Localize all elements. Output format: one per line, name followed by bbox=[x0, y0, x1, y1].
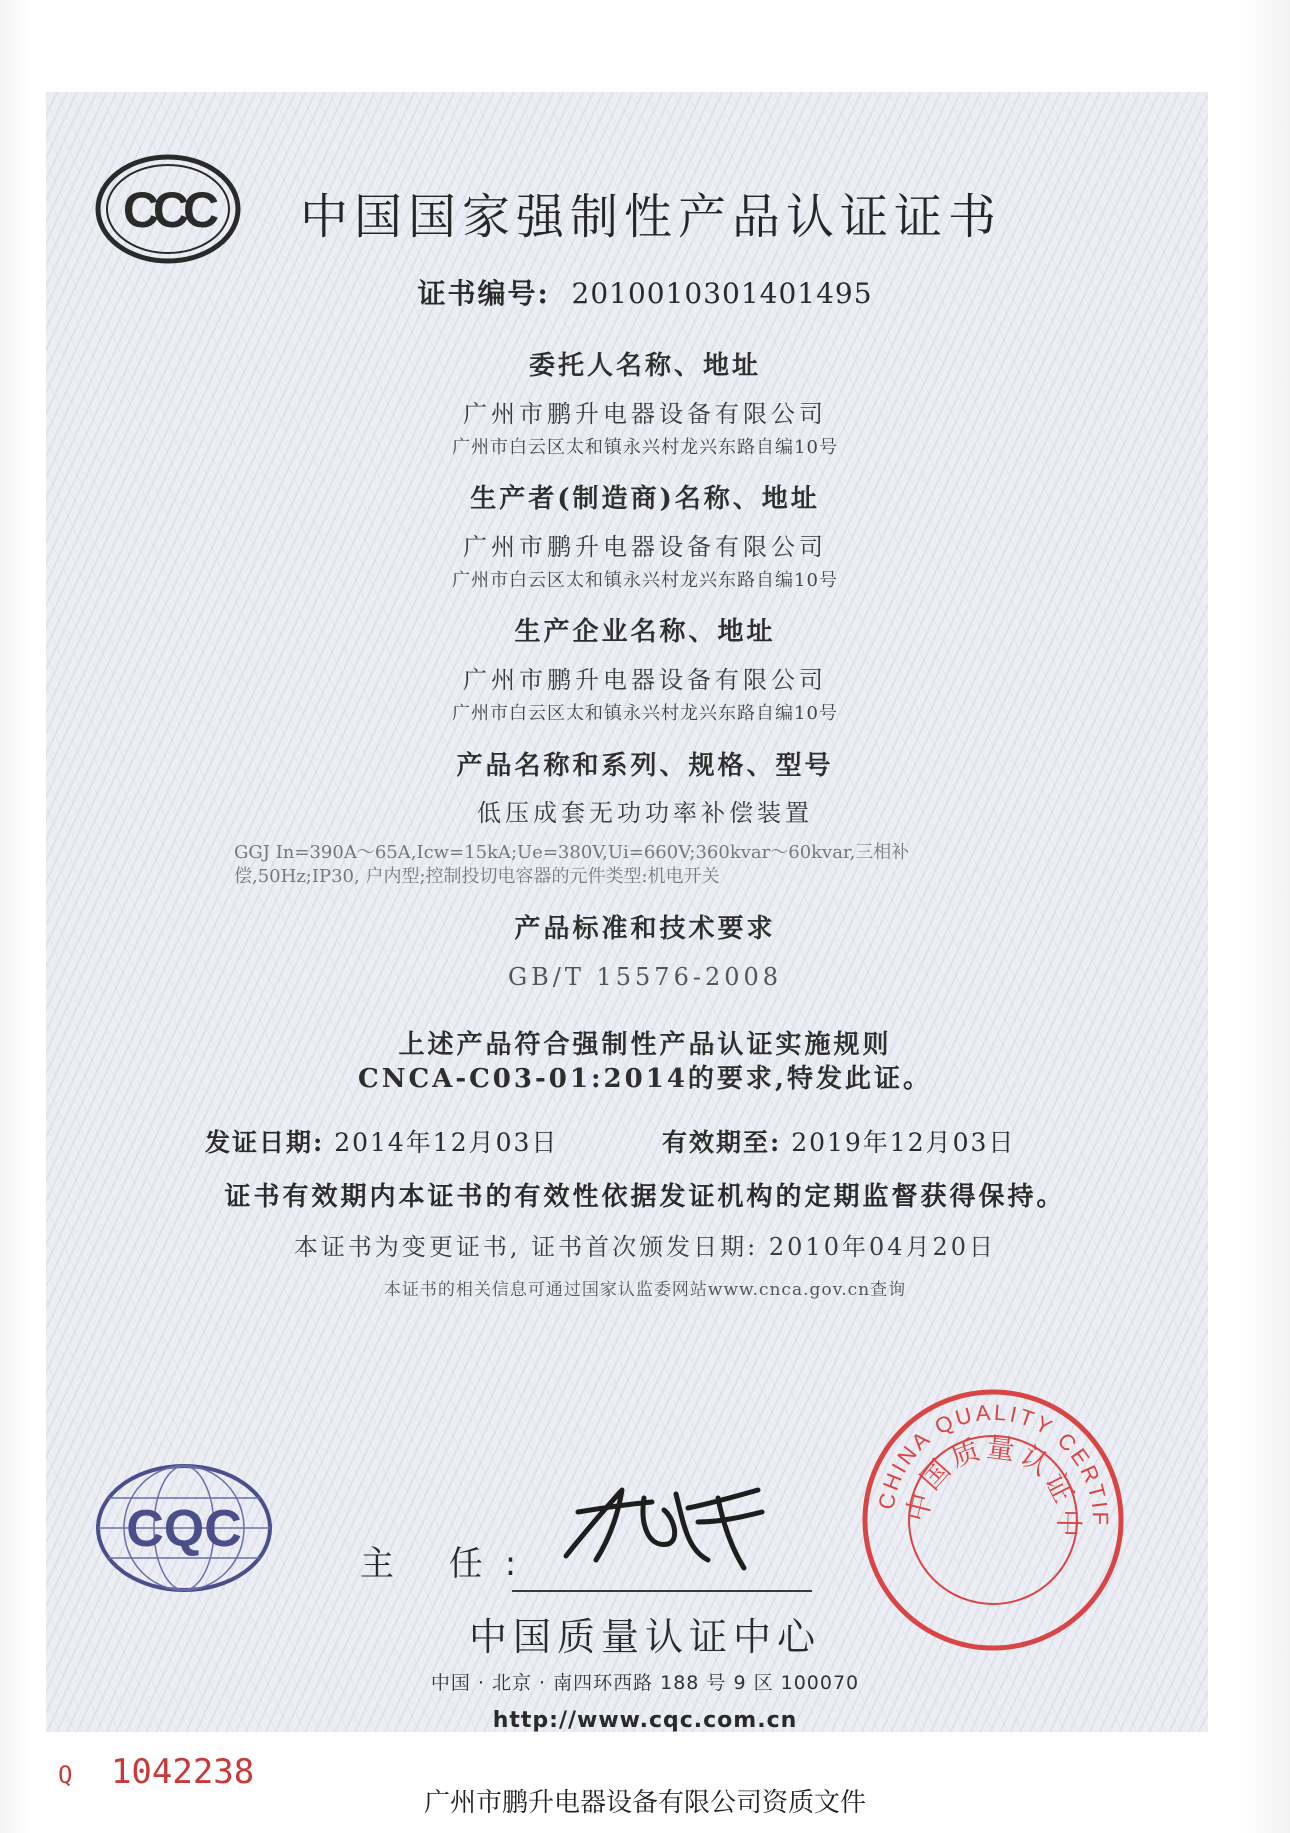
conformity-line1: 上述产品符合强制性产品认证实施规则 bbox=[398, 1030, 892, 1060]
seal-inner-text: 中国质量认证中 bbox=[899, 1430, 1086, 1542]
issue-date-label: 发证日期: bbox=[205, 1128, 325, 1157]
cqc-logo bbox=[94, 1462, 274, 1594]
certificate-number-label: 证书编号: bbox=[417, 277, 550, 310]
factory-heading: 生产企业名称、地址 bbox=[514, 617, 776, 647]
certificate-number-row bbox=[0, 272, 1290, 312]
certificate-title: 中国国家强制性产品认证证书 bbox=[300, 189, 1003, 245]
product-heading: 产品名称和系列、规格、型号 bbox=[456, 751, 834, 781]
product-spec-line2: 偿,50Hz;IP30, 户内型;控制投切电容器的元件类型:机电开关 bbox=[234, 866, 720, 887]
ccc-logo bbox=[94, 153, 242, 265]
cqc-logo-text: CQC bbox=[126, 1500, 242, 1558]
certificate-number: 2010010301401495 bbox=[571, 277, 873, 310]
expiry-date-row bbox=[662, 1123, 1015, 1159]
issue-date: 2014年12月03日 bbox=[334, 1128, 559, 1157]
ccc-logo-text: CCC bbox=[122, 182, 214, 238]
svg-text:CHINA QUALITY CERTIFICATION CE bbox=[858, 1385, 1113, 1528]
expiry-date-label: 有效期至: bbox=[662, 1128, 782, 1157]
product-name: 低压成套无功功率补偿装置 bbox=[477, 799, 813, 827]
product-spec bbox=[234, 841, 1054, 889]
validity-note: 证书有效期内本证书的有效性依据发证机构的定期监督获得保持。 bbox=[224, 1182, 1066, 1212]
signature-line bbox=[512, 1590, 812, 1592]
issuer-name: 中国质量认证中心 bbox=[468, 1615, 821, 1659]
manufacturer-name: 广州市鹏升电器设备有限公司 bbox=[463, 533, 827, 561]
factory-name: 广州市鹏升电器设备有限公司 bbox=[463, 666, 827, 694]
query-note: 本证书的相关信息可通过国家认监委网站www.cnca.gov.cn查询 bbox=[383, 1280, 907, 1300]
director-label: 主 任: bbox=[360, 1544, 539, 1584]
director-signature bbox=[548, 1468, 778, 1578]
issue-date-row bbox=[205, 1123, 558, 1159]
footer-caption: 广州市鹏升电器设备有限公司资质文件 bbox=[423, 1788, 866, 1818]
manufacturer-address: 广州市白云区太和镇永兴村龙兴东路自编10号 bbox=[452, 570, 838, 591]
issuer-address: 中国 · 北京 · 南四环西路 188 号 9 区 100070 bbox=[430, 1672, 860, 1694]
serial-number: 1042238 bbox=[110, 1752, 255, 1792]
client-heading: 委托人名称、地址 bbox=[528, 351, 761, 381]
seal-outer-text: CHINA QUALITY CERTIF bbox=[873, 1399, 1114, 1529]
product-spec-line1: GGJ In=390A～65A,Icw=15kA;Ue=380V,Ui=660V;360kvar～60kvar,三相补 bbox=[234, 842, 910, 863]
standard-value: GB/T 15576-2008 bbox=[507, 963, 783, 991]
factory-address: 广州市白云区太和镇永兴村龙兴东路自编10号 bbox=[452, 703, 838, 724]
client-name: 广州市鹏升电器设备有限公司 bbox=[463, 400, 827, 428]
conformity-line2: CNCA-C03-01:2014的要求,特发此证。 bbox=[358, 1064, 932, 1094]
first-issue-note: 本证书为变更证书, 证书首次颁发日期: 2010年04月20日 bbox=[293, 1233, 997, 1261]
manufacturer-heading: 生产者(制造商)名称、地址 bbox=[470, 484, 820, 514]
client-address: 广州市白云区太和镇永兴村龙兴东路自编10号 bbox=[452, 437, 838, 458]
issuer-website: http://www.cqc.com.cn bbox=[492, 1708, 798, 1733]
standard-heading: 产品标准和技术要求 bbox=[514, 914, 776, 944]
expiry-date: 2019年12月03日 bbox=[791, 1128, 1016, 1157]
serial-prefix: Q bbox=[58, 1761, 73, 1789]
